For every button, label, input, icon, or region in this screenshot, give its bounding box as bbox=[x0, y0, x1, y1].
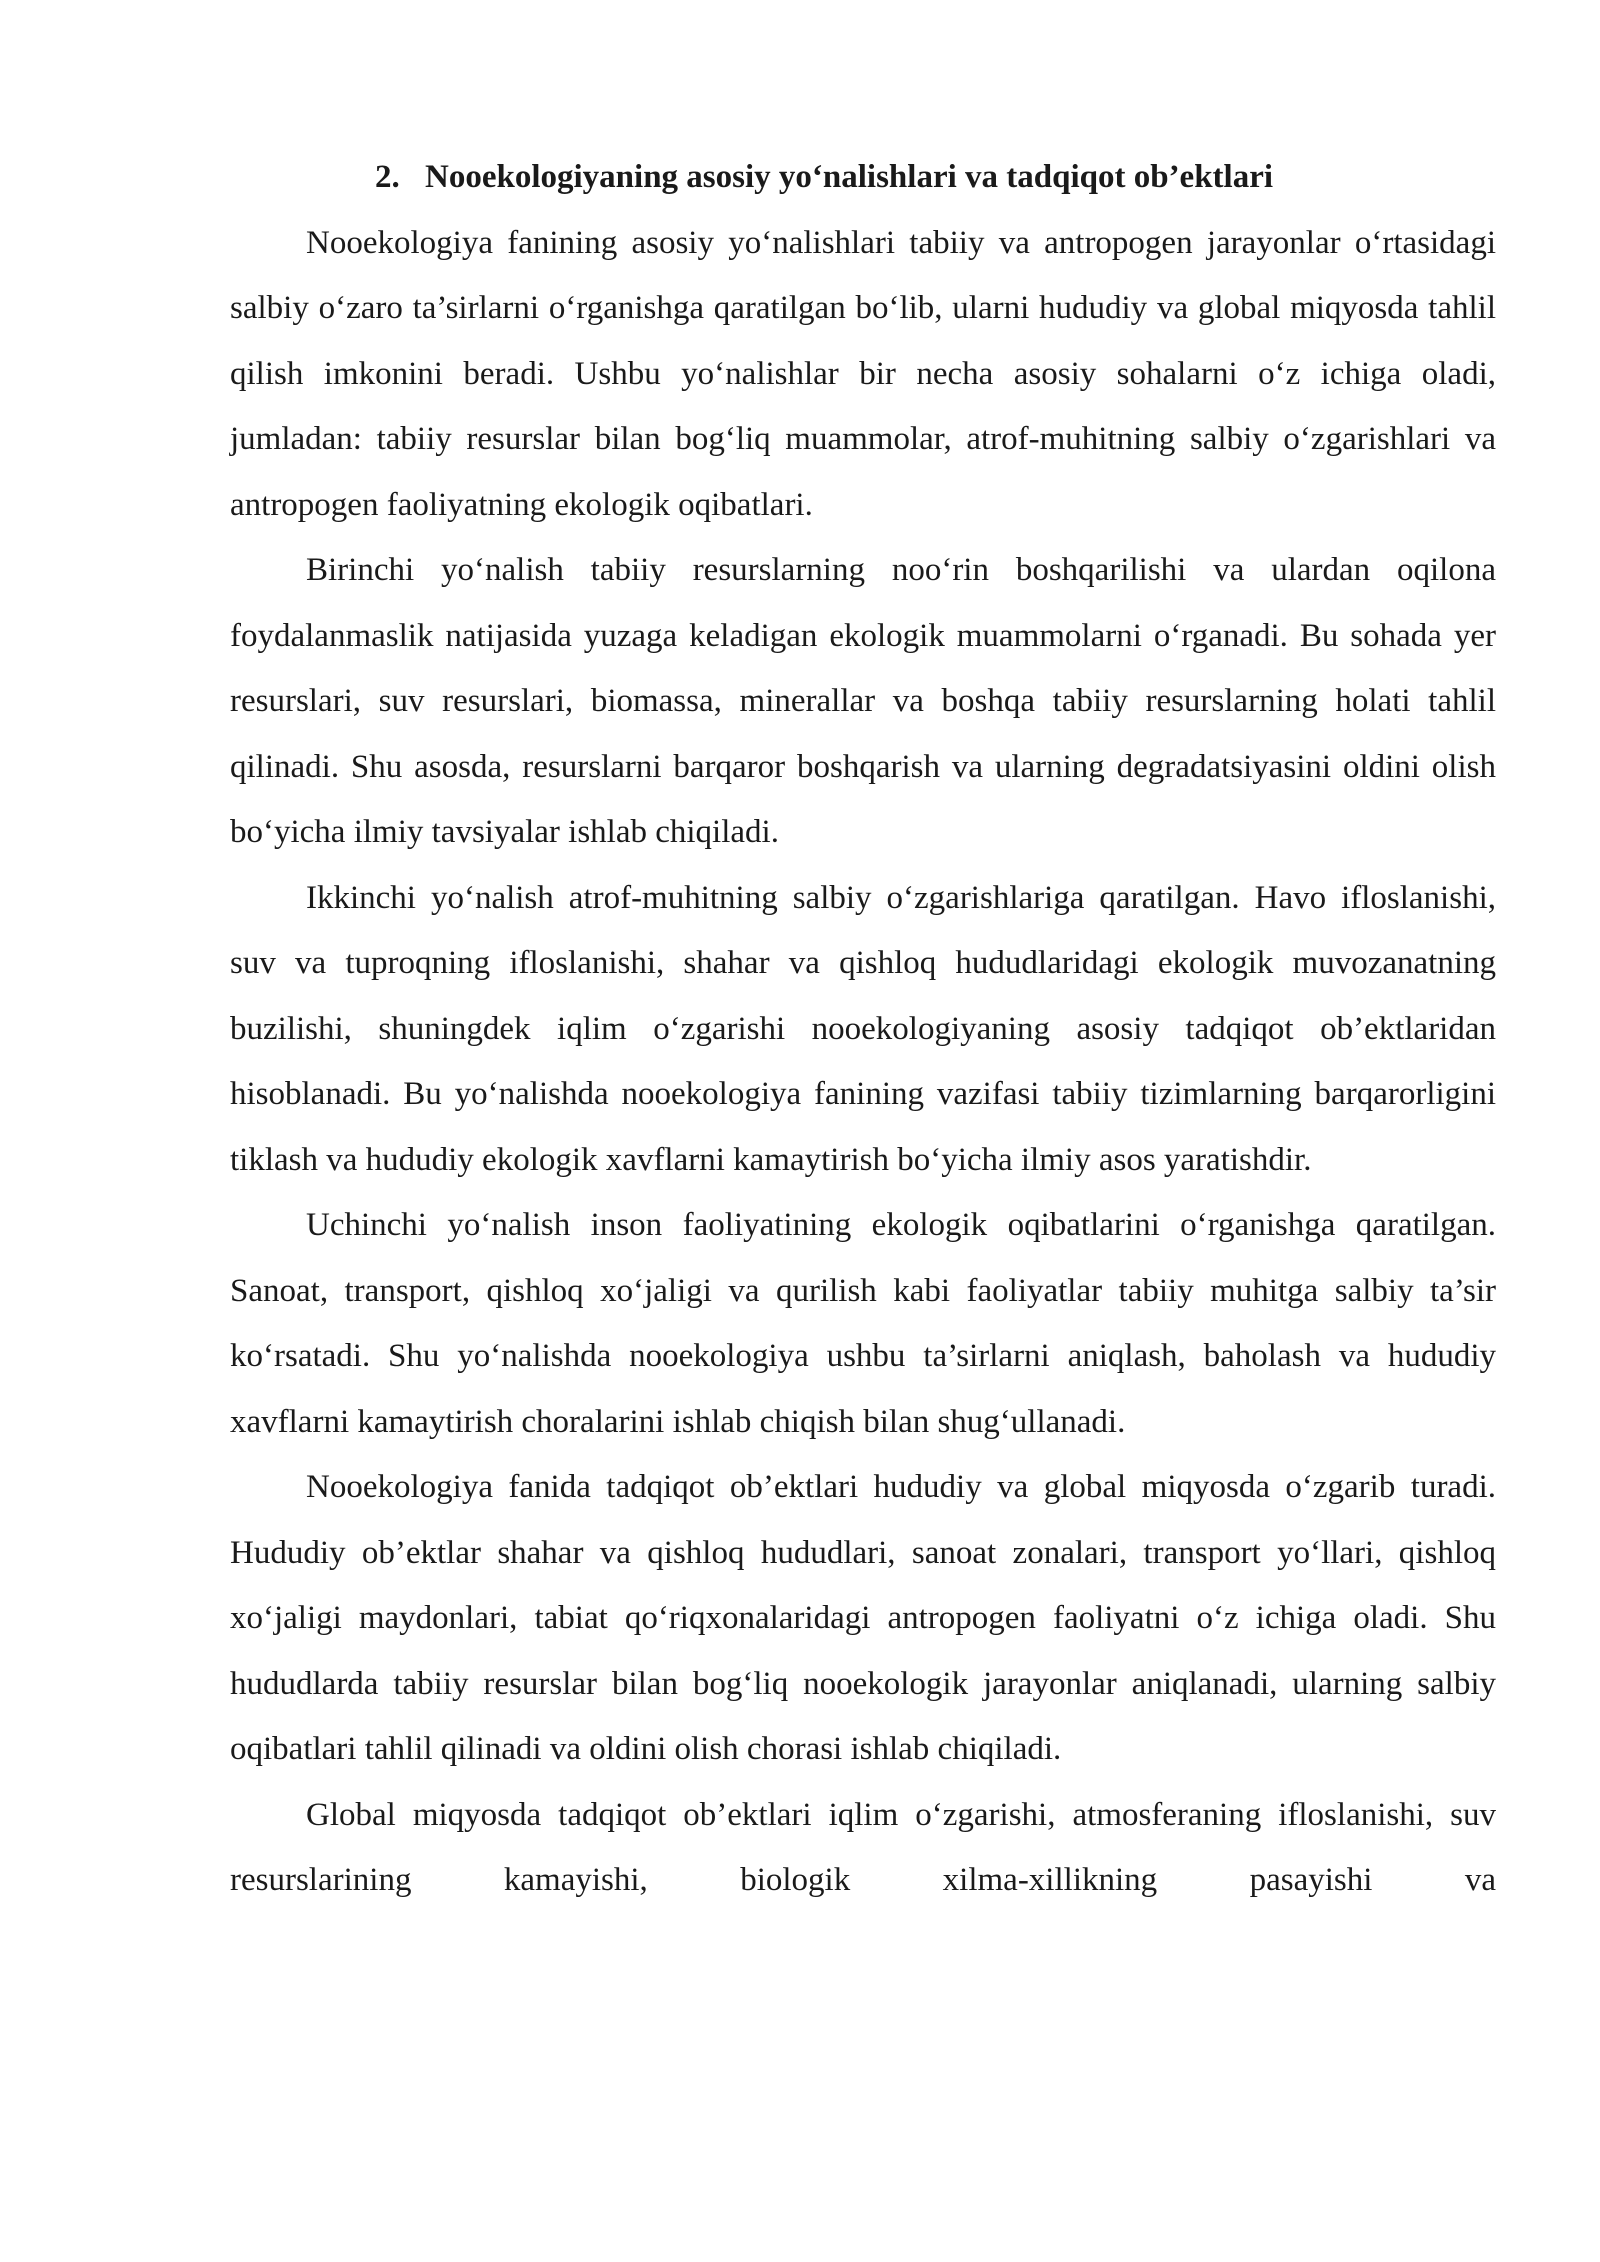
document-body bbox=[230, 145, 1496, 1914]
section-heading bbox=[230, 145, 1496, 211]
paragraph-6: Global miqyosda tadqiqot ob’ektlari iqlim o‘zgarishi, atmosferaning ifloslanishi, suv resurslarining kamayishi, biologik xilma-xillikning pasayishi va bbox=[230, 1796, 1496, 1898]
paragraph-3: Ikkinchi yo‘nalish atrof-muhitning salbiy o‘zgarishlariga qaratilgan. Havo ifloslanishi, suv va tuproqning ifloslanishi, shahar va qishloq hududlaridagi ekologik muvozanatning buzilishi, shuningdek iqlim o‘zgarishi nooekologiyaning asosiy tadqiqot ob’ektlaridan hisoblanadi. Bu yo‘nalishda nooekologiya fanining vazifasi tabiiy tizimlarning barqarorligini tiklash va hududiy ekologik xavflarni kamaytirish bo‘yicha ilmiy asos yaratishdir. bbox=[230, 879, 1496, 1178]
section-number: 2. bbox=[375, 159, 400, 195]
paragraph-4: Uchinchi yo‘nalish inson faoliyatining ekologik oqibatlarini o‘rganishga qaratilgan. Sanoat, transport, qishloq xo‘jaligi va qurilish kabi faoliyatlar tabiiy muhitga salbiy ta’sir ko‘rsatadi. Shu yo‘nalishda nooekologiya ushbu ta’sirlarni aniqlash, baholash va hududiy xavflarni kamaytirish choralarini ishlab chiqish bilan shug‘ullanadi. bbox=[230, 1207, 1496, 1440]
paragraph-1: Nooekologiya fanining asosiy yo‘nalishlari tabiiy va antropogen jarayonlar o‘rtasidagi salbiy o‘zaro ta’sirlarni o‘rganishga qaratilgan bo‘lib, ularni hududiy va global miqyosda tahlil qilish imkonini beradi. Ushbu yo‘nalishlar bir necha asosiy sohalarni o‘z ichiga oladi, jumladan: tabiiy resurslar bilan bog‘liq muammolar, atrof-muhitning salbiy o‘zgarishlari va antropogen faoliyatning ekologik oqibatlari. bbox=[230, 224, 1496, 523]
paragraph-5: Nooekologiya fanida tadqiqot ob’ektlari hududiy va global miqyosda o‘zgarib turadi. Hududiy ob’ektlar shahar va qishloq hududlari, sanoat zonalari, transport yo‘llari, qishloq xo‘jaligi maydonlari, tabiat qo‘riqxonalaridagi antropogen faoliyatni o‘z ichiga oladi. Shu hududlarda tabiiy resurslar bilan bog‘liq nooekologik jarayonlar aniqlanadi, ularning salbiy oqibatlari tahlil qilinadi va oldini olish chorasi ishlab chiqiladi. bbox=[230, 1469, 1496, 1767]
paragraph-2: Birinchi yo‘nalish tabiiy resurslarning noo‘rin boshqarilishi va ulardan oqilona foydalanmaslik natijasida yuzaga keladigan ekologik muammolarni o‘rganadi. Bu sohada yer resurslari, suv resurslari, biomassa, minerallar va boshqa tabiiy resurslarning holati tahlil qilinadi. Shu asosda, resurslarni barqaror boshqarish va ularning degradatsiyasini oldini olish bo‘yicha ilmiy tavsiyalar ishlab chiqiladi. bbox=[230, 552, 1496, 850]
section-title: Nooekologiyaning asosiy yo‘nalishlari va tadqiqot ob’ektlari bbox=[425, 159, 1274, 195]
